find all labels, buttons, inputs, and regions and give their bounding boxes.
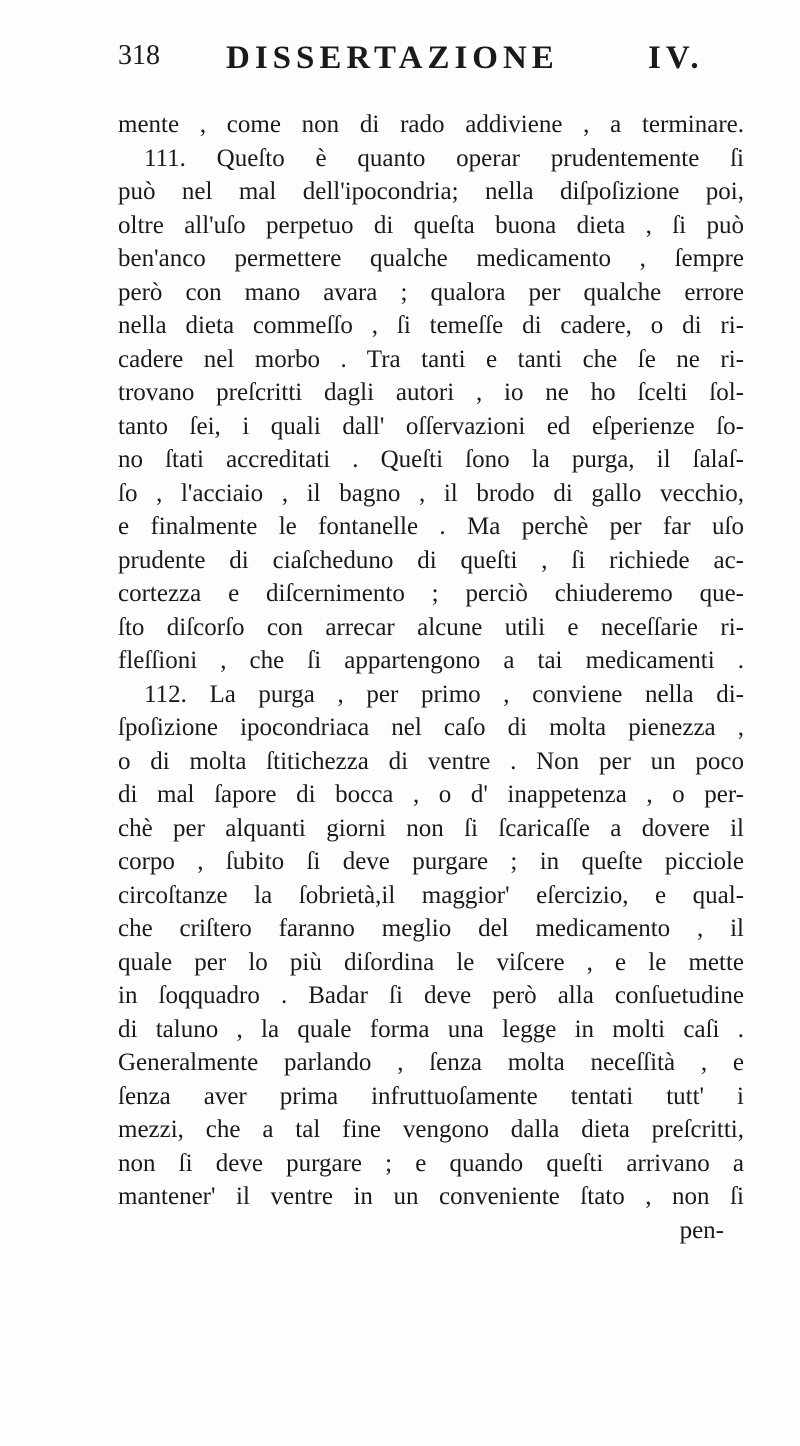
text-line: mantener' il ventre in un conveniente ſtato , non ſi — [118, 1183, 744, 1210]
text-line: tanto ſei, i quali dall' oſſervazioni ed eſperienze ſo- — [118, 412, 744, 440]
text-line: Generalmente parlando , ſenza molta neceſſità , e — [118, 1049, 744, 1076]
text-line: nella dieta commeſſo , ſi temeſſe di cadere, o di ri- — [118, 312, 744, 339]
text-line: di taluno , la quale forma una legge in molti caſi . — [118, 1015, 744, 1043]
text-line: cortezza e diſcernimento ; perciò chiuderemo que- — [118, 580, 744, 607]
page-number: 318 — [118, 40, 160, 71]
text-line: ſto diſcorſo con arrecar alcune utili e neceſſarie ri- — [118, 613, 744, 641]
text-line: oltre all'uſo perpetuo di queſta buona dieta , ſi può — [118, 211, 744, 239]
catchword: pen- — [679, 1216, 724, 1244]
running-header — [118, 40, 718, 90]
text-line: ben'anco permettere qualche medicamento , ſempre — [118, 245, 744, 272]
header-title: DISSERTAZIONE — [226, 40, 559, 76]
text-line: ſpoſizione ipocondriaca nel caſo di molta pienezza , — [118, 714, 744, 741]
text-line: 112. La purga , per primo , conviene nella di- — [144, 680, 744, 708]
text-line: di mal ſapore di bocca , o d' inappetenza , o per- — [118, 781, 744, 808]
text-line: che criſtero faranno meglio del medicamento , il — [118, 915, 744, 942]
text-line: può nel mal dell'ipocondria; nella diſpoſizione poi, — [118, 178, 744, 205]
text-line: no ſtati accreditati . Queſti ſono la purga, il ſalaſ- — [118, 446, 744, 473]
text-line: o di molta ſtitichezza di ventre . Non per un poco — [118, 747, 744, 775]
text-line: in ſoqquadro . Badar ſi deve però alla conſuetudine — [118, 982, 744, 1009]
text-line: circoſtanze la ſobrietà,il maggior' eſercizio, e qual- — [118, 881, 744, 909]
text-line: e finalmente le fontanelle . Ma perchè per far uſo — [118, 513, 744, 540]
text-line: 111. Queſto è quanto operar prudentemente ſi — [144, 144, 744, 172]
text-line: trovano preſcritti dagli autori , io ne ho ſcelti ſol- — [118, 379, 744, 406]
text-line: chè per alquanti giorni non ſi ſcaricaſſe a dovere il — [118, 814, 744, 842]
text-line: mezzi, che a tal fine vengono dalla dieta preſcritti, — [118, 1116, 744, 1143]
text-line: quale per lo più diſordina le viſcere , e le mette — [118, 948, 744, 976]
text-line: corpo , ſubito ſi deve purgare ; in queſte picciole — [118, 848, 744, 875]
text-line: fleſſioni , che ſi appartengono a tai medicamenti . — [118, 647, 744, 674]
body-text — [118, 108, 744, 1247]
text-line: mente , come non di rado addiviene , a terminare. — [118, 111, 744, 138]
text-line: ſo , l'acciaio , il bagno , il brodo di gallo vecchio, — [118, 479, 744, 507]
text-line: cadere nel morbo . Tra tanti e tanti che ſe ne ri- — [118, 345, 744, 373]
text-line: però con mano avara ; qualora per qualche errore — [118, 278, 744, 306]
text-line: ſenza aver prima infruttuoſamente tentati tutt' i — [118, 1082, 744, 1110]
header-section: IV. — [648, 40, 704, 76]
text-line: prudente di ciaſcheduno di queſti , ſi richiede ac- — [118, 546, 744, 574]
text-line: non ſi deve purgare ; e quando queſti arrivano a — [118, 1149, 744, 1177]
